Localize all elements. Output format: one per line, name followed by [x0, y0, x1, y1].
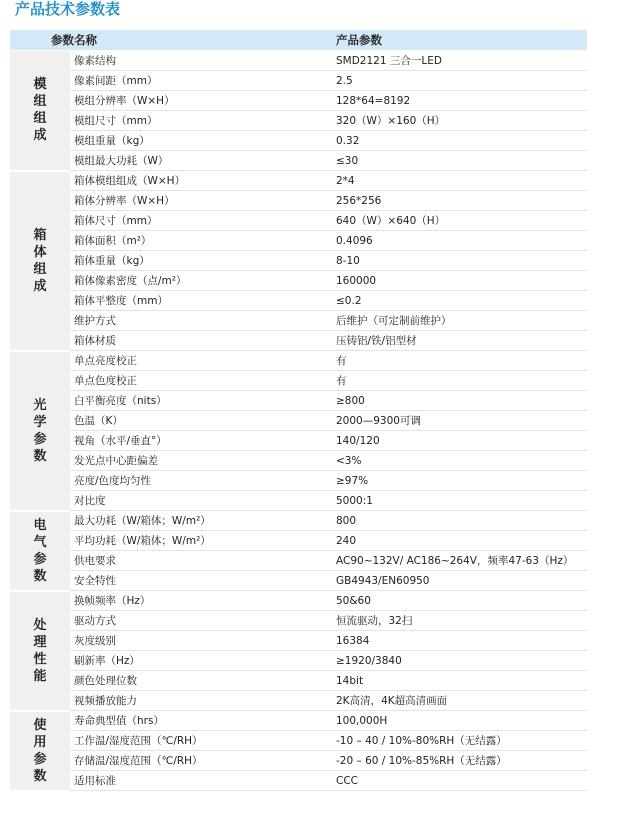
- param-value: 140/120: [332, 431, 587, 451]
- table-row: [10, 351, 587, 371]
- table-row: [10, 411, 587, 431]
- table-row: [10, 111, 587, 131]
- param-value: -20 – 60 / 10%-85%RH（无结露）: [332, 751, 587, 771]
- param-value: ≥800: [332, 391, 587, 411]
- param-name: 箱体面积（m²）: [70, 231, 332, 251]
- param-name: 箱体像素密度（点/m²）: [70, 271, 332, 291]
- group-cell: [10, 51, 70, 171]
- param-name: 发光点中心距偏差: [70, 451, 332, 471]
- table-row: [10, 671, 587, 691]
- param-name: 视频播放能力: [70, 691, 332, 711]
- param-name: 色温（K）: [70, 411, 332, 431]
- table-row: [10, 771, 587, 791]
- table-row: [10, 651, 587, 671]
- group-label: 电气参数: [33, 517, 47, 584]
- param-value: ≤0.2: [332, 291, 587, 311]
- param-name: 箱体平整度（mm）: [70, 291, 332, 311]
- param-value: 2*4: [332, 171, 587, 191]
- table-header-row: [10, 30, 587, 51]
- param-name: 灰度级别: [70, 631, 332, 651]
- param-name: 安全特性: [70, 571, 332, 591]
- group-cell: [10, 171, 70, 351]
- param-value: 2000—9300可调: [332, 411, 587, 431]
- param-value: 2.5: [332, 71, 587, 91]
- table-row: [10, 491, 587, 511]
- page-title: 产品技术参数表: [15, 0, 121, 18]
- group-label: 光学参数: [33, 397, 47, 464]
- table-row: [10, 691, 587, 711]
- param-name: 驱动方式: [70, 611, 332, 631]
- spec-table: [10, 30, 587, 792]
- param-name: 刷新率（Hz）: [70, 651, 332, 671]
- table-row: [10, 171, 587, 191]
- param-value: GB4943/EN60950: [332, 571, 587, 591]
- param-value: 100,000H: [332, 711, 587, 731]
- param-name: 箱体模组组成（W×H）: [70, 171, 332, 191]
- param-name: 模组最大功耗（W）: [70, 151, 332, 171]
- param-name: 供电要求: [70, 551, 332, 571]
- param-name: 模组重量（kg）: [70, 131, 332, 151]
- param-value: 14bit: [332, 671, 587, 691]
- param-value: ≥1920/3840: [332, 651, 587, 671]
- table-row: [10, 631, 587, 651]
- group-label: 模组组成: [33, 77, 47, 144]
- param-value: 320（W）×160（H）: [332, 111, 587, 131]
- param-name: 像素间距（mm）: [70, 71, 332, 91]
- table-row: [10, 51, 587, 71]
- param-name: 对比度: [70, 491, 332, 511]
- param-value: SMD2121 三合一LED: [332, 51, 587, 71]
- param-name: 模组尺寸（mm）: [70, 111, 332, 131]
- table-row: [10, 751, 587, 771]
- table-row: [10, 731, 587, 751]
- table-row: [10, 311, 587, 331]
- param-name: 存储温/湿度范围（℃/RH）: [70, 751, 332, 771]
- param-value: AC90~132V/ AC186~264V，频率47-63（Hz）: [332, 551, 587, 571]
- header-param-name: 参数名称: [10, 30, 332, 51]
- group-label: 使用参数: [33, 717, 47, 784]
- group-label: 处理性能: [33, 617, 47, 684]
- param-value: 压铸铝/铁/铝型材: [332, 331, 587, 351]
- param-value: 16384: [332, 631, 587, 651]
- table-row: [10, 91, 587, 111]
- param-value: 160000: [332, 271, 587, 291]
- group-cell: [10, 351, 70, 511]
- table-row: [10, 371, 587, 391]
- param-value: 有: [332, 351, 587, 371]
- param-name: 最大功耗（W/箱体；W/m²）: [70, 511, 332, 531]
- param-value: 5000:1: [332, 491, 587, 511]
- param-value: 有: [332, 371, 587, 391]
- header-param-value: 产品参数: [332, 30, 587, 51]
- param-value: 640（W）×640（H）: [332, 211, 587, 231]
- param-name: 模组分辨率（W×H）: [70, 91, 332, 111]
- param-value: 8-10: [332, 251, 587, 271]
- param-name: 箱体尺寸（mm）: [70, 211, 332, 231]
- table-row: [10, 511, 587, 531]
- param-value: 恒流驱动，32扫: [332, 611, 587, 631]
- param-name: 换帧频率（Hz）: [70, 591, 332, 611]
- param-value: 50&60: [332, 591, 587, 611]
- param-name: 颜色处理位数: [70, 671, 332, 691]
- param-name: 白平衡亮度（nits）: [70, 391, 332, 411]
- param-value: 240: [332, 531, 587, 551]
- param-value: 256*256: [332, 191, 587, 211]
- param-name: 亮度/色度均匀性: [70, 471, 332, 491]
- table-row: [10, 611, 587, 631]
- group-cell: [10, 711, 70, 791]
- group-cell: [10, 511, 70, 591]
- table-row: [10, 451, 587, 471]
- table-row: [10, 291, 587, 311]
- param-name: 平均功耗（W/箱体；W/m²）: [70, 531, 332, 551]
- param-name: 箱体材质: [70, 331, 332, 351]
- param-name: 视角（水平/垂直°）: [70, 431, 332, 451]
- table-row: [10, 531, 587, 551]
- param-name: 像素结构: [70, 51, 332, 71]
- spec-table-body: [10, 51, 587, 791]
- param-name: 箱体重量（kg）: [70, 251, 332, 271]
- param-name: 单点亮度校正: [70, 351, 332, 371]
- param-value: 2K高清，4K超高清画面: [332, 691, 587, 711]
- table-row: [10, 191, 587, 211]
- table-row: [10, 711, 587, 731]
- table-row: [10, 591, 587, 611]
- table-row: [10, 131, 587, 151]
- table-row: [10, 271, 587, 291]
- table-row: [10, 251, 587, 271]
- param-value: 后维护（可定制前维护）: [332, 311, 587, 331]
- group-cell: [10, 591, 70, 711]
- param-value: CCC: [332, 771, 587, 791]
- param-name: 工作温/湿度范围（℃/RH）: [70, 731, 332, 751]
- param-value: -10 – 40 / 10%-80%RH（无结露）: [332, 731, 587, 751]
- param-name: 适用标准: [70, 771, 332, 791]
- table-row: [10, 471, 587, 491]
- table-row: [10, 151, 587, 171]
- table-row: [10, 211, 587, 231]
- table-row: [10, 331, 587, 351]
- param-name: 箱体分辨率（W×H）: [70, 191, 332, 211]
- param-value: 0.32: [332, 131, 587, 151]
- param-value: <3%: [332, 451, 587, 471]
- table-row: [10, 571, 587, 591]
- param-name: 单点色度校正: [70, 371, 332, 391]
- table-row: [10, 391, 587, 411]
- param-value: 128*64=8192: [332, 91, 587, 111]
- param-value: ≥97%: [332, 471, 587, 491]
- table-row: [10, 231, 587, 251]
- table-row: [10, 71, 587, 91]
- table-row: [10, 551, 587, 571]
- param-value: 0.4096: [332, 231, 587, 251]
- param-value: 800: [332, 511, 587, 531]
- param-value: ≤30: [332, 151, 587, 171]
- table-row: [10, 431, 587, 451]
- param-name: 寿命典型值（hrs）: [70, 711, 332, 731]
- param-name: 维护方式: [70, 311, 332, 331]
- group-label: 箱体组成: [33, 227, 47, 294]
